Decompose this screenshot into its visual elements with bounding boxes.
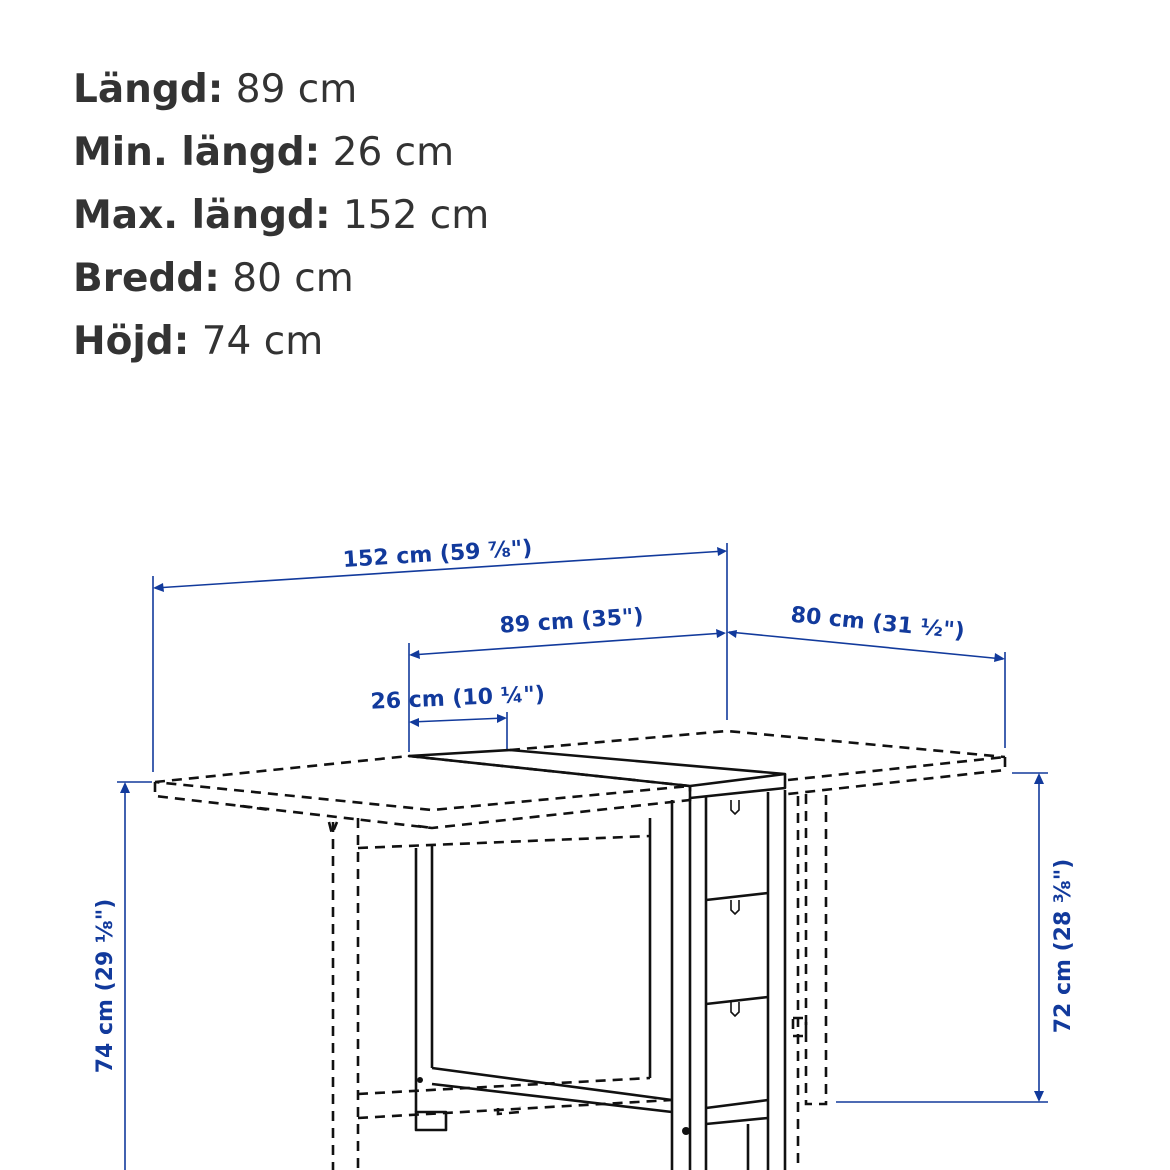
spec-height	[73, 312, 489, 375]
dimension-width	[727, 603, 1005, 748]
spec-list	[73, 60, 489, 375]
spec-min-length-value: 26 cm	[332, 130, 455, 175]
spec-min-length	[73, 123, 489, 186]
dim-max-length-label: 152 cm (59 ⅞")	[342, 536, 534, 573]
table-drawing	[155, 731, 1005, 1170]
spec-length-label: Längd:	[73, 67, 224, 112]
dim-height-label: 74 cm (29 ⅛")	[93, 898, 118, 1074]
spec-max-length-value: 152 cm	[342, 193, 490, 238]
dim-width-label: 80 cm (31 ½")	[789, 602, 966, 645]
dim-min-length-label: 26 cm (10 ¼")	[369, 682, 546, 715]
spec-length-value: 89 cm	[235, 67, 358, 112]
dimension-length	[409, 604, 726, 752]
spec-max-length	[73, 186, 489, 249]
dim-inner-height-label: 72 cm (28 ⅜")	[1051, 858, 1076, 1034]
spec-width	[73, 249, 489, 312]
dimension-height	[93, 782, 152, 1170]
spec-height-label: Höjd:	[73, 319, 190, 364]
spec-height-value: 74 cm	[201, 319, 324, 364]
spec-min-length-label: Min. längd:	[73, 130, 321, 175]
dimension-min-length	[370, 682, 545, 750]
dim-length-label: 89 cm (35")	[498, 604, 645, 639]
spec-width-value: 80 cm	[232, 256, 354, 301]
dimension-inner-height	[836, 773, 1076, 1102]
spec-width-label: Bredd:	[73, 256, 220, 301]
spec-length	[73, 60, 489, 123]
dimension-max-length	[153, 536, 727, 772]
table-dimension-diagram	[0, 500, 1170, 1170]
spec-max-length-label: Max. längd:	[73, 193, 331, 238]
